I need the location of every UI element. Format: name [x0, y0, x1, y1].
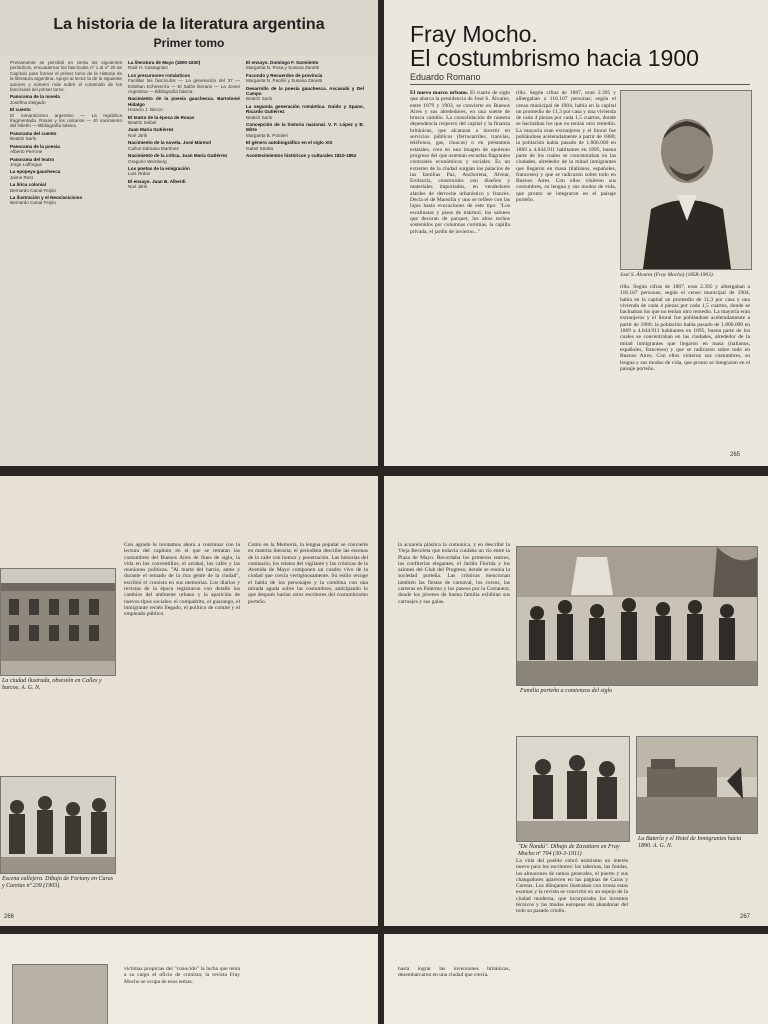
- index-entry: [246, 122, 364, 138]
- index-entry-text: Isabel Stratta: [246, 145, 274, 151]
- index-entry-heading: Juan María Gutiérrez: [128, 127, 174, 133]
- article-column-2: [248, 542, 368, 917]
- index-entry-text: Beatriz Seibel: [128, 120, 157, 126]
- article-lead: El nuevo marco urbano.: [410, 90, 469, 96]
- article-column-3: [620, 284, 750, 444]
- index-entry: [10, 195, 122, 206]
- family-photo: [516, 546, 758, 686]
- index-entry-text: Margarita N. Paolini y Susana Zanetti: [246, 78, 323, 84]
- building-photo: [0, 568, 116, 676]
- index-entry-heading: La lírica colonial: [10, 182, 46, 188]
- index-entry: [10, 169, 122, 180]
- index-intro: Previamente se percibió en cierta los siguientes periódicos, encuadernar los fascículos nº 1 al nº 20 de Capítulo para formar el primer tomo de la Historia de la literatura argentina. Apoyo al lector la de la siguiente autores y número más sobre el contenido de los fascículos del primer tomo.: [10, 60, 122, 93]
- index-entry-heading: Acontecimientos históricos y culturales 1810-1852: [246, 153, 357, 159]
- index-entry: [10, 131, 122, 142]
- article-text: la acuarela plástica la comunica, y en describir la Vieja Recoleta que todavía cuidaba un río entre la Plaza de Mayo. Recordaba los primeros teatros, las confiterías elegantes, el Jardín Florida y los salones del Club del Progreso, donde se reunía la sociedad porteña. Las crónicas mencionan también las fiestas de carnaval, los corsos, las carreras en Palermo y los paseos por la Costanera, donde los jóvenes de buena familia exhibían sus carruajes y sus galas.: [398, 542, 510, 605]
- article-text: hasta lograr las inversiones británicas, desembarcaron en una ciudad que crecía.: [398, 966, 510, 979]
- article-title-line1: Fray Mocho.: [410, 21, 538, 47]
- nandu-illustration: [517, 737, 629, 841]
- page-number: 265: [730, 452, 741, 458]
- article-column-1: [398, 542, 510, 917]
- index-entry-text: Beatriz Sarlo: [246, 114, 273, 120]
- index-entry-heading: Desarrollo de la poesía gauchesca. Ascasubi y Del Campo: [246, 85, 364, 97]
- index-banner: [0, 0, 378, 56]
- index-entry: [10, 157, 122, 168]
- index-entry-heading: Nacimiento de la crítica. Juan María Gutiérrez: [128, 153, 228, 159]
- article-text: victimas propicias del "conocido" la lucha que tenía a su cargo el oficio de cronista; la revista Fray Mocho se ocupa de esos temas.: [124, 966, 240, 985]
- partial-photo: [12, 964, 108, 1024]
- index-entry-heading: Panorama de la poesía: [10, 143, 60, 149]
- index-entry-heading: Concepción de la historia nacional. V. F. López y B. Mitre: [246, 122, 364, 133]
- index-entry-text: Alberto Perrone: [10, 149, 43, 155]
- index-entry-heading: El género autobiográfico en el siglo XIX: [246, 140, 333, 146]
- article-text: rillo. Según cifras de 1887, eran 2.395 y albergaban a 116.167 personas; según el censo municipal de 1904, había en la capital un promedio de 11,3 por casa y una vivienda de cada 4 piezas por cada 1,5 cuartos, donde se hacinaban los que no tenían otro remedio. La mayoría eran extranjeros y el litoral fue poblándose aceleradamente a partir de 1880; la población había pasado de 1.806.000 en 1869 a 4.044.911 habitantes en 1895, buena parte de los cuales se concentraban en las ciudades, alrededor de la mitad inmigrantes que llegaron en masa (italianos, españoles, franceses) y que se radicaron sobre todo en Buenos Aires. Con ellos vinieron sus costumbres, su lengua y sus modos de vida, que pronto se integraron en el paisaje porteño.: [620, 284, 750, 372]
- index-entry-text: Noé Jitrik: [128, 132, 148, 138]
- index-column-3: [246, 60, 364, 460]
- nandu-drawing: [516, 736, 630, 842]
- index-entry-text: Bernardo Canal Feijóo: [10, 200, 56, 206]
- index-entry-heading: El ensayo. Juan B. Alberdi: [128, 178, 186, 184]
- title-divider: [410, 84, 750, 85]
- index-entry-text: Carlos Dámaso Martínez: [128, 145, 179, 151]
- index-entry-heading: Nacimiento de la novela. José Mármol: [128, 140, 211, 146]
- index-entry-heading: Nacimiento de la poesía gauchesca. Bartolomé Hidalgo: [128, 96, 240, 107]
- index-entry-heading: El cuento: [10, 107, 31, 113]
- article-page-left: [0, 476, 378, 926]
- index-entry: [128, 115, 240, 126]
- building-caption: La ciudad ilustrada, obsesión en Calles y barcos. A. G. N.: [2, 678, 102, 691]
- index-entry: [246, 140, 364, 151]
- article-title: [410, 22, 699, 70]
- index-entry-heading: La literatura de Mayo (1800-1830): [128, 60, 201, 65]
- index-entry: [128, 166, 240, 177]
- article-title-line2: El costumbrismo hacia 1900: [410, 45, 699, 71]
- index-entry-heading: Los precursores románticos: [128, 72, 191, 78]
- index-entry-text: Bernardo Canal Feijóo: [10, 187, 56, 193]
- article-column-1: [410, 90, 510, 445]
- index-entry-text: Facilitar los fascículos — La generación del 37 — Esteban Echeverría — El Salón literario — La Joven Argentina — Bibliografía básica.: [128, 78, 240, 95]
- index-entry: [246, 60, 364, 71]
- index-entry: [246, 104, 364, 120]
- index-entry: [10, 144, 122, 155]
- index-entry-text: Josefina Delgado: [10, 99, 46, 105]
- street-scene-drawing: [0, 776, 116, 874]
- index-entry-heading: La ilustración y el Neoclasicismo: [10, 194, 83, 200]
- street-scene-illustration: [1, 777, 115, 873]
- index-entry-text: Raúl H. Castagnino: [128, 65, 168, 71]
- index-section-list: [128, 60, 240, 190]
- index-entry-heading: La segunda generación romántica. Guido y Spano, Ricardo Gutiérrez: [246, 103, 364, 115]
- article-text: La vida del pueblo cobró asimismo un interés nuevo para los escritores: las tabernas, las fondas, los almacenes de ramos generales, el puerto y sus changadores aparecen en las páginas de Caras y Caretas. Los dibujantes ilustraban con ironía estas escenas y la revista se convirtió en un espejo de la ciudad moderna, que incorporaba los inventos técnicos y las modas europeas sin abandonar del todo su pasado criollo.: [516, 858, 628, 915]
- article-text: El cuarto de siglo que abarca la presidencia de José S. Álvarez, entre 1879 y 1903, se convierte en Buenos Aires y sus alrededores, en una suerte de brusca cambio. La consolidación de nuestra dependencia respecto del capital y la finanza británicas, que alcanzan a invertir en servicios públicos (ferrocarriles, tranvías, teléfonos, gas, cloacas) o en préstamos estatales, crea en una imagen de opulento progreso del que ostentan escuelas flagrantes contrastes económicos y sociales. Es un extremo de la ciudad surgían los palacios de las familias Paz, Anchorena, Alvear, Errázuriz, construidos con diseños y materiales importados, en vendedores alardes de derroche urbanístico y francés. Decía el de Mansilla y uno se refiere con las lujos hasta evocaciones de este tipo: "Los escalinatas y pisos de mármol, los salones que decoran de parquet, los altos techos sostenidos por columnas corintias, la capilla privada, el jardín de invierno...": [410, 90, 510, 235]
- index-entry-heading: Panorama de la novela: [10, 94, 60, 100]
- index-entry: [128, 153, 240, 164]
- index-entry: [246, 86, 364, 102]
- index-entry-text: Beatriz Sarlo: [246, 96, 273, 102]
- index-entry-text: Horacio J. Becco: [128, 107, 163, 113]
- index-entry-heading: El ensayo. Domingo F. Sarmiento: [246, 60, 319, 65]
- index-entry-text: El romanticismo argentino — La república fragmentada. Rosas y los unitarios — El nacimiento del folletín — Bibliografía básica.: [10, 112, 122, 129]
- bateria-caption: La Batería y el Hotel de Inmigrantes hacia 1890. A. G. N.: [638, 836, 742, 849]
- index-entry-heading: Panorama del cuento: [10, 130, 57, 136]
- partial-page-right: [384, 934, 768, 1024]
- index-entry: [128, 140, 240, 151]
- index-column-1: [10, 60, 122, 460]
- article-column-2: [516, 858, 628, 918]
- partial-text: [124, 966, 240, 1022]
- family-caption: Familia porteña a comienzos del siglo: [520, 688, 613, 694]
- article-text: Como en la Memoria, la lengua popular se convierte en materia literaria; el periodista describe las escenas de la calle con humor y penetración. Las historias del comisario, los relatos del vigilante y las crónicas de la Avenida de Mayo componen un cuadro vivo de la ciudad que crecía vertiginosamente. Su estilo recoge el habla de los personajes y la combina con una mirada aguda sobre las costumbres, anticipando lo que después harían otros escritores del costumbrismo porteño.: [248, 542, 368, 605]
- index-entry: [128, 60, 240, 71]
- partial-text: [398, 966, 510, 1022]
- article-text: Con agrado le invitamos ahora a continuar con la lectura del capítulo en el que se retratan las costumbres del Buenos Aires de fines de siglo, la vida en los conventillos, el arrabal, los cafés y las reuniones políticas. "Al marte del barrio, antes y durante el reinado de la rica gente de la ciudad", escribió el cronista en sus memorias. Los diarios y revistas de la época registraron con detalle los cambios del ambiente urbano y la aparición de nuevos tipos sociales: el compadrito, el guarango, el inmigrante recién llegado, el político de comité y el empleado público.: [124, 542, 240, 618]
- index-entry: [246, 153, 364, 158]
- article-text: rillo. Según cifras de 1887, eran 2.395 y albergaban a 116.167 personas; según el censo municipal de 1904, había en la capital un promedio de 11,3 por casa y una vivienda de cada 4 piezas por cada 1,5 cuartos, donde se hacinaban los que no tenían otro remedio. La mayoría eran extranjeros y el litoral fue poblándose aceleradamente a partir de 1880; la población había pasado de 1.806.000 en 1869 a 4.044.911 habitantes en 1895, buena parte de los cuales se concentraban en las ciudades, alrededor de la mitad inmigrantes que llegaron en masa (italianos, españoles, franceses) y que se radicaron sobre todo en Buenos Aires. Con ellos vinieron sus costumbres, su lengua y sus modos de vida, que pronto se integraron en el paisaje porteño.: [516, 90, 616, 204]
- street-scene-caption: Escena callejera. Dibujo de Fortuny en Caras y Caretas nº 239 (1903).: [2, 876, 114, 889]
- index-entry-heading: Los poetas de la emigración: [128, 165, 190, 171]
- index-entry-text: Beatriz Sarlo: [10, 136, 37, 142]
- index-entry: [10, 107, 122, 129]
- index-entry: [128, 73, 240, 95]
- index-entry: [128, 179, 240, 190]
- index-entry: [10, 94, 122, 105]
- index-section-list: [246, 60, 364, 159]
- building-illustration: [1, 569, 115, 675]
- index-entry-text: Noé Jitrik: [128, 184, 148, 190]
- family-illustration: [517, 547, 757, 685]
- article-column-1: [124, 542, 240, 917]
- page-number: 267: [740, 914, 751, 920]
- book-title: La historia de la literatura argentina: [53, 16, 325, 33]
- index-column-2: [128, 60, 240, 460]
- index-entry-text: Margarita B. Pontieri: [246, 132, 288, 138]
- index-entry: [128, 127, 240, 138]
- index-entry-text: Jorge Lafforgue: [10, 161, 43, 167]
- index-entry-heading: Facundo y Recuerdos de provincia: [246, 72, 323, 78]
- nandu-caption: "De Ñandú". Dibujo de Zavattaro en Fray Mocho nº 704 (30-3-1911): [518, 844, 620, 857]
- index-page: [0, 0, 378, 466]
- index-entry: [128, 96, 240, 112]
- index-section-list: [10, 94, 122, 205]
- page-number: 266: [4, 914, 15, 920]
- article-page-right: [384, 476, 768, 926]
- index-entry: [10, 182, 122, 193]
- index-entry: [246, 73, 364, 84]
- index-entry-heading: Panorama del teatro: [10, 156, 55, 162]
- article-author: Eduardo Romano: [410, 72, 481, 82]
- portrait-illustration: [621, 91, 751, 269]
- index-entry-text: Jaime Rest: [10, 174, 33, 180]
- index-entry-heading: El teatro de la época de Rosas: [128, 114, 195, 120]
- article-column-2: [516, 90, 616, 445]
- article-opening-page: [384, 0, 768, 466]
- index-entry-heading: La epopeya gauchesca: [10, 169, 61, 175]
- partial-page-left: [0, 934, 378, 1024]
- fray-mocho-portrait: [620, 90, 752, 270]
- bateria-illustration: [637, 737, 757, 833]
- index-entry-text: Gregorio Weinberg: [128, 158, 167, 164]
- bateria-photo: [636, 736, 758, 834]
- portrait-caption: José S. Álvarez (Fray Mocho) (1858-1903).: [620, 272, 714, 278]
- index-entry-text: Luis Ordaz: [128, 171, 151, 177]
- index-entry-text: Margarita N. Rosa y Susana Zanetti: [246, 65, 320, 71]
- book-subtitle: Primer tomo: [153, 36, 225, 50]
